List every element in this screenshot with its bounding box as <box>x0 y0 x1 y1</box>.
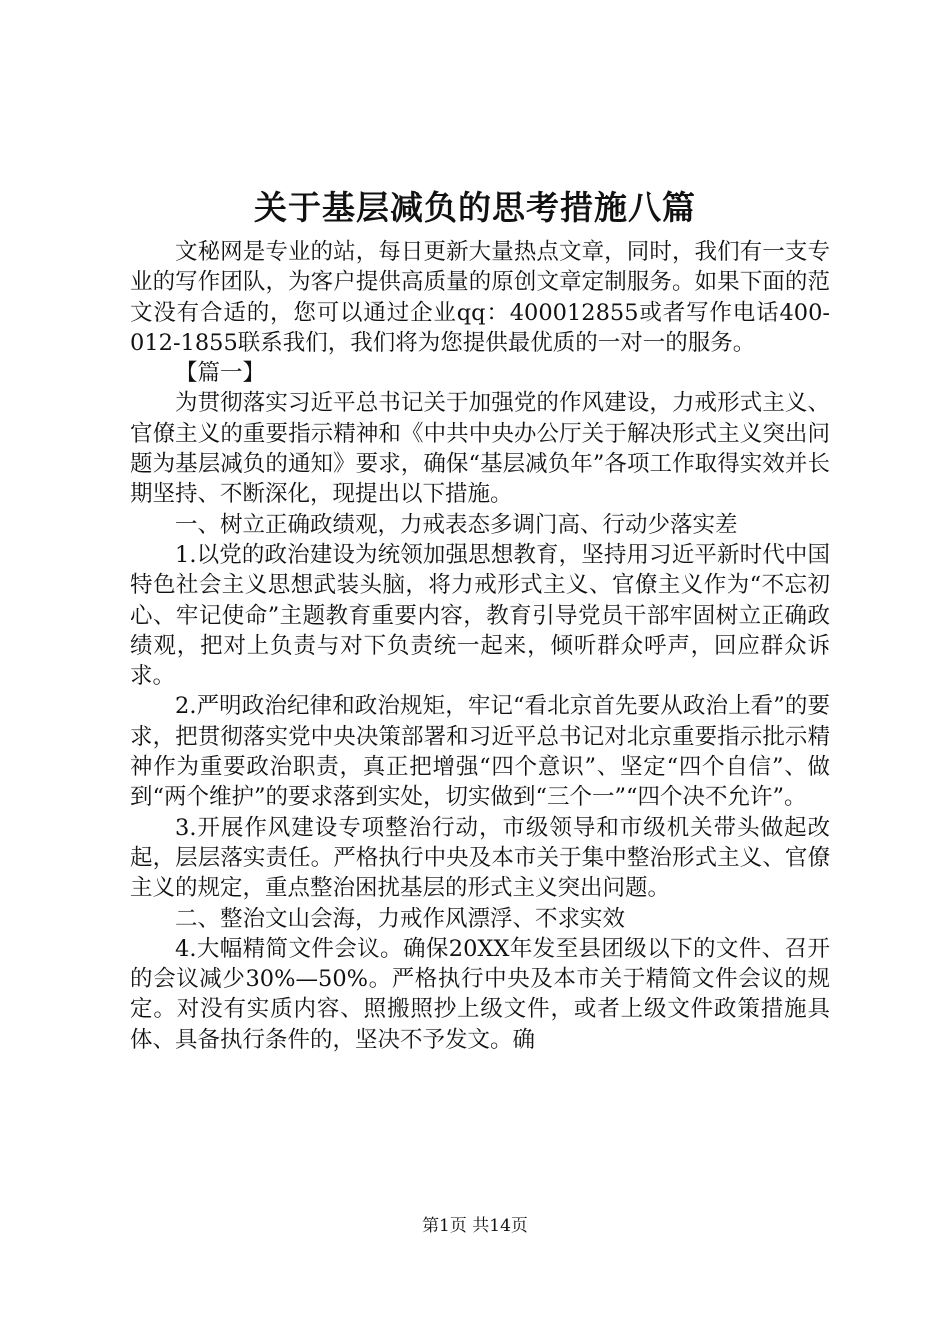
document-body <box>130 237 830 1055</box>
section-heading: 二、整治文山会海，力戒作风漂浮、不求实效 <box>175 905 626 932</box>
section-heading-part-one: 【篇一】 <box>175 360 266 387</box>
body-paragraph: 1.以党的政治建设为统领加强思想教育，坚持用习近平新时代中国特色社会主义思想武装头脑，将力戒形式主义、官僚主义作为“不忘初心、牢记使命”主题教育重要内容，教育引导党员干部牢固树立正确政绩观，把对上负责与对下负责统一起来，倾听群众呼声，回应群众诉求。 <box>130 541 830 690</box>
intro-paragraph: 文秘网是专业的站，每日更新大量热点文章，同时，我们有一支专业的写作团队，为客户提供高质量的原创文章定制服务。如果下面的范文没有合适的，您可以通过企业qq：400012855或者写作电话400-012-1855联系我们，我们将为您提供最优质的一对一的服务。 <box>130 239 830 356</box>
document-title: 关于基层减负的思考措施八篇 <box>254 188 696 227</box>
body-paragraph: 为贯彻落实习近平总书记关于加强党的作风建设，力戒形式主义、官僚主义的重要指示精神和《中共中央办公厅关于解决形式主义突出问题为基层减负的通知》要求，确保“基层减负年”各项工作取得实效并长期坚持、不断深化，现提出以下措施。 <box>130 390 830 508</box>
body-paragraph: 3.开展作风建设专项整治行动，市级领导和市级机关带头做起改起，层层落实责任。严格执行中央及本市关于集中整治形式主义、官僚主义的规定，重点整治困扰基层的形式主义突出问题。 <box>130 814 830 902</box>
body-paragraph: 2.严明政治纪律和政治规矩，牢记“看北京首先要从政治上看”的要求，把贯彻落实党中央决策部署和习近平总书记对北京重要指示批示精神作为重要政治职责，真正把增强“四个意识”、坚定“四个自信”、做到“两个维护”的要求落到实处，切实做到“三个一”“四个决不允许”。 <box>130 693 830 811</box>
body-paragraph: 4.大幅精简文件会议。确保20XX年发至县团级以下的文件、召开的会议减少30%—50%。严格执行中央及本市关于精简文件会议的规定。对没有实质内容、照搬照抄上级文件，或者上级文件政策措施具体、具备执行条件的，坚决不予发文。确 <box>130 935 830 1053</box>
section-heading: 一、树立正确政绩观，力戒表态多调门高、行动少落实差 <box>175 511 738 538</box>
page-number-footer: 第1页 共14页 <box>422 1216 528 1236</box>
